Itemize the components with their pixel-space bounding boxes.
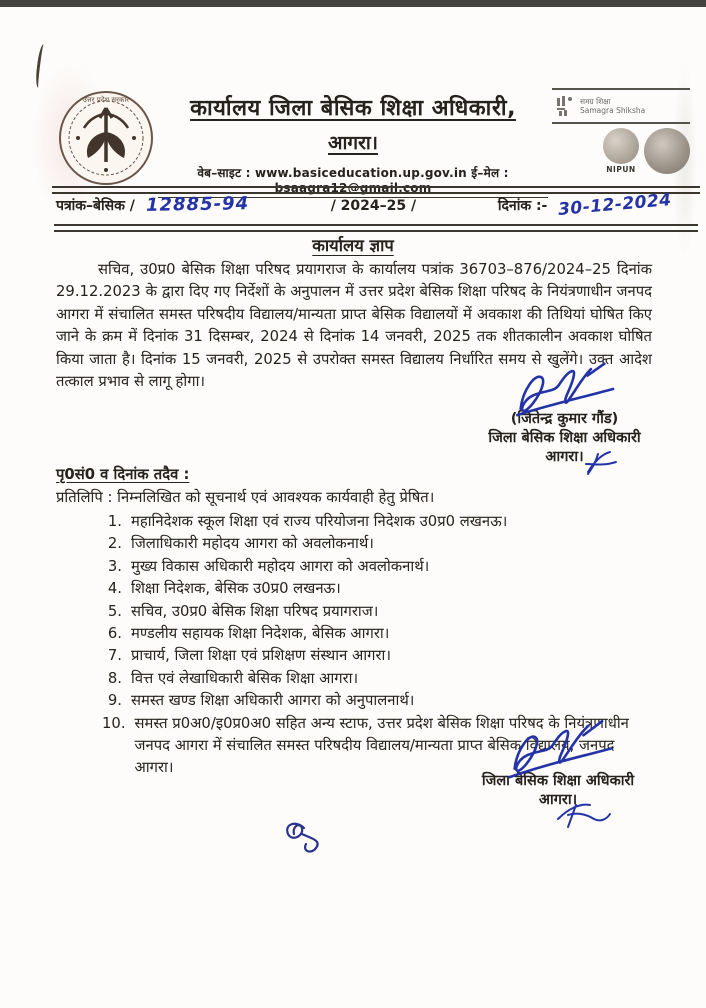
year-segment: / 2024–25 / <box>330 198 417 214</box>
recipient-text: महानिदेशक स्कूल शिक्षा एवं राज्य परियोजना निदेशक उ0प्र0 लखनऊ। <box>131 513 508 530</box>
samagra-label-hi: समग्र शिक्षा <box>580 97 611 106</box>
recipient-item <box>56 668 656 690</box>
recipient-number: 8. <box>107 669 122 687</box>
letterhead <box>54 88 690 198</box>
nipun-caption: NIPUN <box>606 165 636 174</box>
recipient-text: सचिव, उ0प्र0 बेसिक शिक्षा परिषद प्रयागराज। <box>131 602 379 620</box>
recipient-text: जिलाधिकारी महोदय आगरा को अवलोकनार्थ। <box>131 535 374 553</box>
signature-block-1 <box>452 366 677 467</box>
recipient-text: मण्डलीय सहायक शिक्षा निदेशक, बेसिक आगरा। <box>131 625 390 643</box>
signatory-designation: जिला बेसिक शिक्षा अधिकारी <box>488 430 641 446</box>
recipient-item <box>56 533 656 555</box>
recipient-item <box>56 645 656 667</box>
nipun-logo-icon <box>603 128 639 164</box>
letter-number-handwritten: 12885-94 <box>145 193 250 216</box>
svg-text:उत्तर प्रदेश सरकार: उत्तर प्रदेश सरकार <box>82 96 130 104</box>
recipient-number: 1. <box>107 513 122 530</box>
office-title: कार्यालय जिला बेसिक शिक्षा अधिकारी, <box>190 96 516 121</box>
date-label: दिनांक :- <box>497 198 548 214</box>
memo-body-paragraph: सचिव, उ0प्र0 बेसिक शिक्षा परिषद प्रयागराज के कार्यालय पत्रांक 36703–876/2024–25 दिनांक 29.12.2023 के द्वारा दिए गए निर्देशों के अनुपालन में उत्तर प्रदेश बेसिक शिक्षा परिषद के नियंत्रणाधीन जनपद आगरा में संचालित समस्त परिषदीय विद्यालय/मान्यता प्राप्त बेसिक विद्यालयों में अवकाश की तिथियां घोषित किए जाने के क्रम में दिनांक 31 दिसम्बर, 2024 से दिनांक 14 जनवरी, 2025 तक शीतकालीन अवकाश घोषित किया जाता है। दिनांक 15 जनवरी, 2025 से उपरोक्त समस्त विद्यालय निर्धारित समय से खुलेंगे। उक्त आदेश तत्काल प्रभाव से लागू होगा। <box>56 261 652 391</box>
header-separator-rule <box>52 186 700 194</box>
reference-row <box>56 190 673 220</box>
signatory-place: आगरा। <box>538 792 578 808</box>
recipient-text: शिक्षा निदेशक, बेसिक उ0प्र0 लखनऊ। <box>131 580 341 598</box>
recipient-text: समस्त खण्ड शिक्षा अधिकारी आगरा को अनुपालनार्थ। <box>131 692 415 710</box>
memo-title: कार्यालय ज्ञाप <box>312 236 394 255</box>
recipient-item <box>56 623 656 645</box>
signatory-designation: जिला बेसिक शिक्षा अधिकारी <box>481 773 635 789</box>
recipient-number: 4. <box>107 580 122 598</box>
recipient-item <box>56 578 656 600</box>
samagra-label-en: Samagra Shiksha <box>580 106 646 115</box>
recipient-number: 6. <box>107 625 122 643</box>
up-government-emblem-icon <box>54 88 158 192</box>
recipient-number: 3. <box>107 557 122 575</box>
recipient-item <box>56 511 656 533</box>
samagra-shiksha-icon <box>555 95 575 117</box>
round-stamp-icon <box>644 128 690 174</box>
samagra-shiksha-logo <box>552 88 690 124</box>
signatory-name: (जितेन्द्र कुमार गौंड) <box>510 411 619 427</box>
recipient-item <box>56 601 656 623</box>
recipient-item <box>56 690 656 712</box>
recipient-text: वित्त एवं लेखाधिकारी बेसिक शिक्षा आगरा। <box>131 669 359 687</box>
recipient-text: मुख्य विकास अधिकारी महोदय आगरा को अवलोकनार्थ। <box>131 557 430 575</box>
scan-edge-bar <box>0 0 706 7</box>
staple-mark <box>34 44 47 89</box>
recipient-item <box>56 556 656 578</box>
same-number-date-line: पृ0सं0 व दिनांक तदैव : <box>56 466 190 483</box>
recipient-number: 10. <box>102 714 126 732</box>
ink-scribble-icon <box>266 818 338 876</box>
recipient-number: 2. <box>107 535 122 553</box>
ink-initial-icon <box>556 799 612 829</box>
signature-block-2 <box>438 724 678 810</box>
date-handwritten: 30-12-2024 <box>557 190 673 220</box>
signatory-place: आगरा। <box>545 449 584 465</box>
letter-number-label: पत्रांक–बेसिक / <box>56 198 135 214</box>
recipient-text: प्राचार्य, जिला शिक्षा एवं प्रशिक्षण संस्थान आगरा। <box>131 647 391 665</box>
copy-forwarded-line: प्रतिलिपि : निम्नलिखित को सूचनार्थ एवं आवश्यक कार्यवाही हेतु प्रेषित। <box>56 489 435 506</box>
office-place: आगरा। <box>327 132 378 154</box>
reference-separator-rule <box>54 224 698 232</box>
recipient-number: 5. <box>107 602 122 620</box>
recipient-text: समस्त प्र0अ0/इ0प्र0अ0 सहित अन्य स्टाफ, उत्तर प्रदेश बेसिक शिक्षा परिषद के नियंत्रणाधीन जनपद आगरा में संचालित समस्त परिषदीय विद्यालय/मान्यता प्राप्त बेसिक विद्यालय, जनपद आगरा। <box>134 714 629 777</box>
recipient-number: 7. <box>107 647 122 665</box>
website-email-line: वेब–साइट : www.basiceducation.up.gov.in ई–मेल : bsaagra12@gmail.com <box>158 164 548 198</box>
recipient-number: 9. <box>107 692 122 710</box>
nipun-bharat-logo <box>603 128 639 174</box>
